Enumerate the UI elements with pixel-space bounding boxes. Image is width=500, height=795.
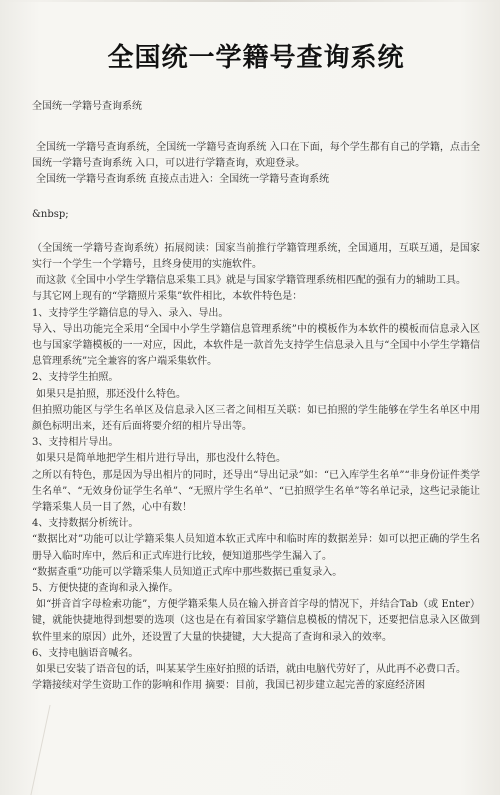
paragraph: 学籍接续对学生资助工作的影响和作用 摘要：目前，我国已初步建立起完善的家庭经济困 [32, 680, 426, 692]
paragraph: 之所以有特色，那是因为导出相片的同时，还导出“导出记录”如：“已入库学生名单”“非身份证件类学生名单”、“无效身份证学生名单”、“无照片学生名单”、“已拍照学生名单”等名单记录，这些记录能让学籍采集人员一目了然，心中有数！ [32, 469, 480, 514]
paragraph: 全国统一学籍号查询系统 直接点击进入：全国统一学籍号查询系统 [36, 174, 330, 186]
paragraph: 4、支持数据分析统计。 [32, 518, 139, 530]
paper-fold [4, 705, 50, 795]
paragraph: （全国统一学籍号查询系统）拓展阅读：国家当前推行学籍管理系统，全国通用，互联互通，是国家实行一个学生一个学籍号，且终身使用的实施软件。 [32, 242, 480, 271]
paragraph: “数据查重”功能可以学籍采集人员知道正式库中那些数据已重复录入。 [32, 566, 343, 578]
paragraph: 3、支持相片导出。 [32, 437, 119, 449]
paragraph: 6、支持电脑语音喊名。 [32, 647, 139, 659]
page-title: 全国统一学籍号查询系统 [107, 43, 405, 73]
paragraph: 5、方便快捷的查询和录入操作。 [32, 583, 179, 595]
paragraph: 全国统一学籍号查询系统，全国统一学籍号查询系统 入口在下面，每个学生都有自己的学籍，点击全国统一学籍号查询系统 入口，可以进行学籍查询，欢迎登录。 [32, 142, 480, 170]
paragraph: 1、支持学生学籍信息的导入、录入、导出。 [32, 307, 229, 319]
paper-crease [0, 0, 500, 2]
paragraph: 如果只是简单地把学生相片进行导出，那也没什么特色。 [36, 453, 286, 465]
paragraph: &nbsp; [32, 208, 69, 220]
paragraph: 与其它网上现有的“学籍照片采集”软件相比，本软件特色是： [32, 291, 303, 303]
paragraph: 如果已安装了语音包的话，叫某某学生座好拍照的话语，就由电脑代劳好了，从此再不必费口舌。 [36, 664, 466, 676]
paragraph: “数据比对”功能可以让学籍采集人员知道本软正式库中和临时库的数据差异：如可以把正确的学生名册导入临时库中，然后和正式库进行比较，便知道那些学生漏入了。 [32, 534, 480, 562]
paragraph: 2、支持学生拍照。 [32, 372, 119, 384]
page-subtitle: 全国统一学籍号查询系统 [32, 101, 142, 112]
paragraph: 导入、导出功能完全采用“全国中小学生学籍信息管理系统”中的模板作为本软件的模板而信息录入区也与国家学籍模板的一一对应，因此，本软件是一款首先支持学生信息录入且与“全国中小学生学籍信息管理系统”完全兼容的客户端采集软件。 [32, 323, 480, 368]
paragraph: 如“拼音首字母检索功能”，方便学籍采集人员在输入拼音首字母的情况下，并结合Tab（或 Enter）键，就能快捷地得到想要的选项（这也是在有着国家学籍信息模板的情况下，还要把信息录入区做到软件里来的原因）此外，还设置了大量的快捷键，大大提高了查询和录入的效率。 [32, 599, 480, 643]
paragraph: 但拍照功能区与学生名单区及信息录入区三者之间相互关联：如已拍照的学生能够在学生名单区中用颜色标明出来，还有后面将要介绍的相片导出等。 [32, 404, 480, 433]
paragraph: 而这款《全国中小学生学籍信息采集工具》就是与国家学籍管理系统相匹配的强有力的辅助工具。 [36, 275, 466, 287]
paragraph: 如果只是拍照，那还没什么特色。 [36, 388, 186, 400]
